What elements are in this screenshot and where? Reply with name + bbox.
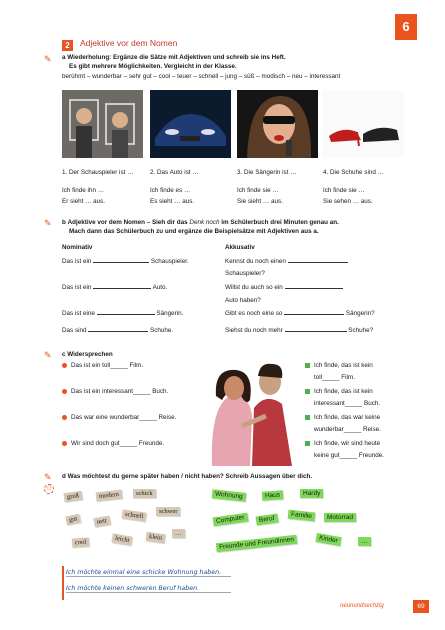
nom-sentence-3 xyxy=(62,309,183,318)
akk-sentence-4 xyxy=(225,326,373,335)
task-b-line2: Mach dann das Schülerbuch zu und ergänze die Beispielsätze mit Adjektiven aus a. xyxy=(69,228,319,235)
noun-card[interactable]: … xyxy=(358,537,371,546)
pencil-icon: ✎ xyxy=(44,472,52,482)
task-d-title: Was möchtest du gerne später haben / nicht haben? Schreib Aussagen über dich. xyxy=(67,473,313,480)
green-bullet-icon xyxy=(305,441,310,446)
nom-text: Das sind xyxy=(62,327,87,334)
red-bullet-icon xyxy=(62,363,67,368)
photo-shoes xyxy=(323,90,404,158)
noun-card[interactable]: Familie xyxy=(288,510,316,522)
row2-1: Er sieht … aus. xyxy=(62,198,106,205)
akk-noun-1: Schauspieler? xyxy=(225,270,265,277)
c-right-4b: keine gut_____ Freunde. xyxy=(314,452,385,459)
adj-card[interactable]: … xyxy=(172,529,185,538)
c-right-text: Ich finde, das ist kein xyxy=(314,388,373,395)
c-left-1 xyxy=(62,361,143,370)
green-bullet-icon xyxy=(305,389,310,394)
nom-text: Das ist ein xyxy=(62,284,92,291)
blank[interactable] xyxy=(93,288,151,289)
blank[interactable] xyxy=(97,314,155,315)
adj-card[interactable]: klein xyxy=(145,532,165,544)
task-c-title: Widersprechen xyxy=(67,351,113,358)
section-number: 2 xyxy=(62,40,73,51)
noun-card[interactable]: Motorrad xyxy=(324,513,356,522)
caption-1: 1. Der Schauspieler ist … xyxy=(62,169,134,176)
nom-noun: Sängerin. xyxy=(156,310,184,317)
task-b-letter: b xyxy=(62,219,66,226)
chapter-tab: 6 xyxy=(395,14,417,40)
noun-card[interactable]: Wohnung xyxy=(212,489,246,501)
adj-card[interactable]: schnell xyxy=(121,509,146,521)
c-right-3b: wunderbar_____ Reise. xyxy=(314,426,381,433)
c-right-text: Ich finde, das war keine xyxy=(314,414,381,421)
task-b-instruction xyxy=(62,218,339,227)
c-left-4 xyxy=(62,439,164,448)
pencil-icon: ✎ xyxy=(44,54,52,64)
c-left-text: Das war eine wunderbar_____ Reise. xyxy=(71,414,177,421)
c-right-2 xyxy=(305,387,373,396)
row1-4: Ich finde sie … xyxy=(323,187,365,194)
noun-card[interactable]: Haus xyxy=(262,490,284,500)
c-left-text: Das ist ein interessant_____ Buch. xyxy=(71,388,169,395)
green-bullet-icon xyxy=(305,363,310,368)
red-bullet-icon xyxy=(62,389,67,394)
adj-card[interactable]: gut xyxy=(65,514,81,526)
task-a-line2: Es gibt mehrere Möglichkeiten. Vergleicht in der Klasse. xyxy=(69,63,237,70)
c-right-text: Ich finde, das ist kein xyxy=(314,362,373,369)
c-right-3 xyxy=(305,413,380,422)
adj-card[interactable]: cool xyxy=(72,537,90,547)
akk-sentence-3 xyxy=(225,309,375,318)
nom-sentence-2 xyxy=(62,283,167,292)
c-left-3 xyxy=(62,413,176,422)
task-b-line1-a: Adjektive vor dem Nomen – Sieh dir das xyxy=(67,219,190,226)
akk-text: Gibt es noch eine so xyxy=(225,310,283,317)
red-bullet-icon xyxy=(62,415,67,420)
blank[interactable] xyxy=(284,314,344,315)
green-bullet-icon xyxy=(305,415,310,420)
akk-noun: Schuhe? xyxy=(348,327,374,334)
noun-card[interactable]: Computer xyxy=(213,513,248,527)
caption-3: 3. Die Sängerin ist … xyxy=(237,169,297,176)
blank[interactable] xyxy=(93,262,149,263)
task-b-line1-italic: Denk noch xyxy=(189,219,220,226)
akk-text: Siehst du noch mehr xyxy=(225,327,283,334)
row1-3: Ich finde sie … xyxy=(237,187,279,194)
adj-card[interactable]: schick xyxy=(133,489,156,498)
photo-singer xyxy=(237,90,318,158)
photo-car xyxy=(150,90,231,158)
noun-card[interactable]: Kinder xyxy=(315,533,341,546)
adj-card[interactable]: modern xyxy=(96,490,123,502)
section-title: Adjektive vor dem Nomen xyxy=(80,38,178,48)
c-right-4 xyxy=(305,439,380,448)
noun-card[interactable]: Hardy xyxy=(300,489,323,498)
row1-1: Ich finde ihn … xyxy=(62,187,105,194)
task-a-instruction xyxy=(62,53,286,62)
row2-3: Sie sieht … aus. xyxy=(237,198,283,205)
task-a-letter: a xyxy=(62,54,66,61)
head-nominativ: Nominativ xyxy=(62,244,93,251)
akk-noun-2: Auto haben? xyxy=(225,297,261,304)
task-d-instruction xyxy=(62,472,312,481)
akk-sentence-2 xyxy=(225,283,343,292)
row2-2: Es sieht … aus. xyxy=(150,198,195,205)
task-a-line1: Wiederholung: Ergänze die Sätze mit Adjektiven und schreib sie ins Heft. xyxy=(67,54,286,61)
blank[interactable] xyxy=(288,262,348,263)
head-akkusativ: Akkusativ xyxy=(225,244,255,251)
c-left-text: Wir sind doch gut_____ Freunde. xyxy=(71,440,165,447)
red-bullet-icon xyxy=(62,441,67,446)
akk-noun: Sängerin? xyxy=(345,310,375,317)
c-left-text: Das ist ein toll_____ Film. xyxy=(71,362,144,369)
pencil-icon: ✎ xyxy=(44,218,52,228)
adj-card[interactable]: schwer xyxy=(156,507,180,516)
blank[interactable] xyxy=(88,331,148,332)
partner-icon: ⚇ xyxy=(44,484,54,494)
page-number: 69 xyxy=(413,600,429,613)
noun-card[interactable]: Freunde und Freundinnen xyxy=(216,535,298,552)
akk-text: Willst du auch so ein xyxy=(225,284,283,291)
caption-2: 2. Das Auto ist … xyxy=(150,169,199,176)
c-left-2 xyxy=(62,387,168,396)
row2-4: Sie sehen … aus. xyxy=(323,198,373,205)
example-sentence-1: Ich möchte einmal eine schicke Wohnung haben. xyxy=(66,569,231,577)
c-right-1b: toll_____ Film. xyxy=(314,374,355,381)
akk-sentence-1 xyxy=(225,257,348,266)
adj-card[interactable]: groß xyxy=(63,491,82,502)
row1-2: Ich finde es … xyxy=(150,187,191,194)
blank[interactable] xyxy=(285,331,347,332)
nom-sentence-4 xyxy=(62,326,173,335)
c-right-1 xyxy=(305,361,373,370)
nom-noun: Auto. xyxy=(152,284,168,291)
task-c-instruction xyxy=(62,350,113,359)
blank[interactable] xyxy=(285,288,343,289)
page-word: neunundsechzig xyxy=(340,603,384,609)
adj-card[interactable]: nett xyxy=(93,516,110,528)
task-d-letter: d xyxy=(62,473,66,480)
task-c-letter: c xyxy=(62,351,66,358)
noun-card[interactable]: Beruf xyxy=(255,514,278,526)
adjective-list: berühmt – wunderbar – sehr gut – cool – teuer – schnell – jung – süß – modisch – neu – interessant xyxy=(62,73,341,80)
couple-photo xyxy=(200,356,300,466)
c-right-2b: interessant_____ Buch. xyxy=(314,400,381,407)
example-notebook xyxy=(62,566,234,600)
example-sentence-2: Ich möchte keinen schweren Beruf haben. xyxy=(66,585,231,593)
nom-sentence-1 xyxy=(62,257,189,266)
pencil-icon: ✎ xyxy=(44,350,52,360)
caption-4: 4. Die Schuhe sind … xyxy=(323,169,384,176)
photo-actor xyxy=(62,90,143,158)
task-b-line1-b: im Schülerbuch drei Minuten genau an. xyxy=(219,219,339,226)
nom-text: Das ist ein xyxy=(62,258,92,265)
akk-text: Kennst du noch einen xyxy=(225,258,286,265)
c-right-text: Ich finde, wir sind heute xyxy=(314,440,381,447)
nom-text: Das ist eine xyxy=(62,310,95,317)
adj-card[interactable]: leicht xyxy=(111,533,133,545)
nom-noun: Schuhe. xyxy=(150,327,174,334)
nom-noun: Schauspieler. xyxy=(150,258,189,265)
